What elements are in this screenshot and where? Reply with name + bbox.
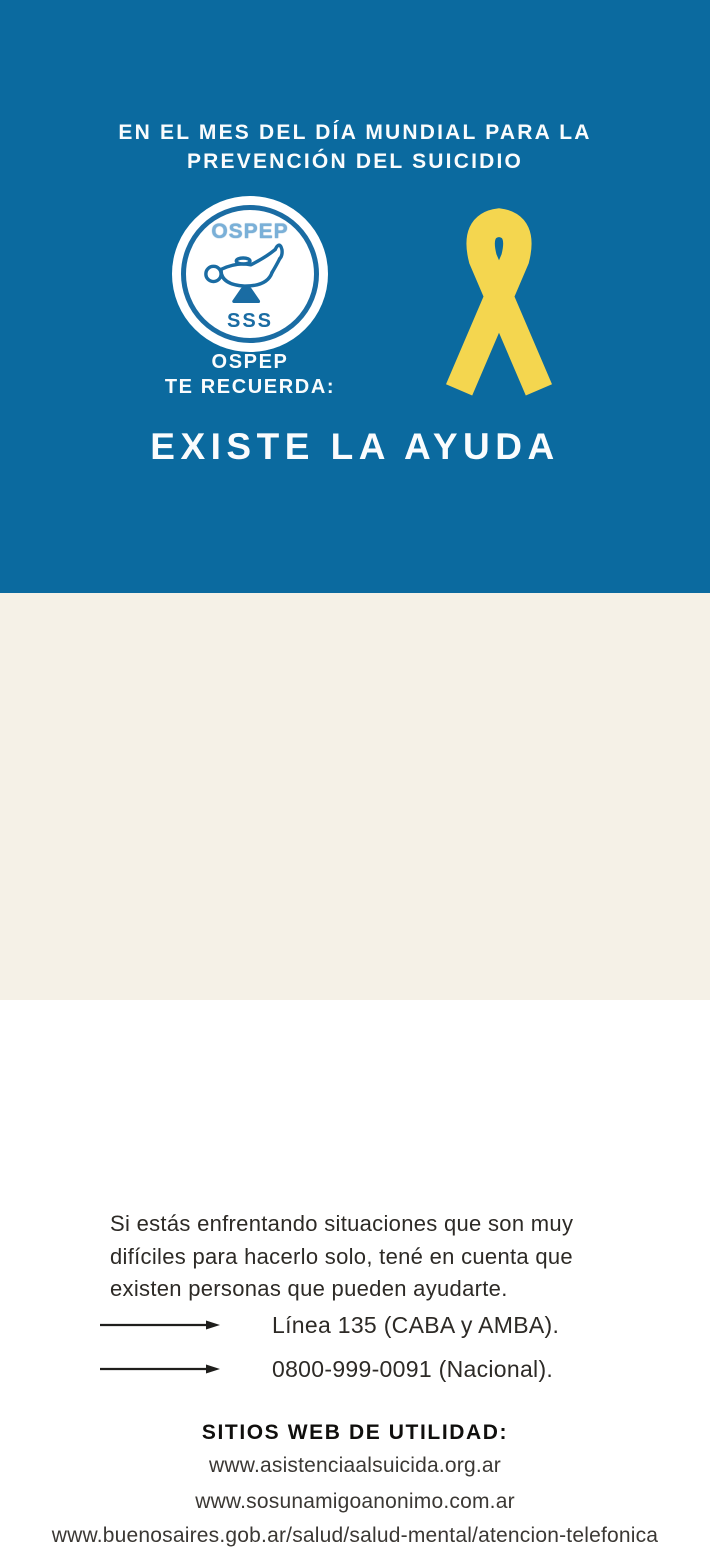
logo-name-text: OSPEP [211, 220, 289, 243]
website-url: www.asistenciaalsuicida.org.ar [209, 1454, 501, 1477]
genie-lamp-icon [188, 242, 312, 312]
helpline-list [100, 1303, 620, 1391]
website-url: www.sosunamigoanonimo.com.ar [195, 1490, 515, 1513]
helpline-row-135 [100, 1303, 620, 1347]
page-title-line1: EN EL MES DEL DÍA MUNDIAL PARA LA [118, 121, 592, 144]
blue-top-section [0, 0, 710, 593]
intro-paragraph: Si estás enfrentando situaciones que son muy difíciles para hacerlo solo, tené en cuenta que existen personas que pueden ayudarte. [110, 1211, 574, 1301]
reminder-line2: TE RECUERDA: [164, 375, 336, 398]
page-title [0, 118, 710, 176]
logo-org-text: SSS [226, 310, 274, 332]
awareness-ribbon-icon [423, 203, 575, 400]
helpline-row-0800 [100, 1347, 620, 1391]
website-url: www.buenosaires.gob.ar/salud/salud-mental/atencion-telefonica [51, 1524, 659, 1547]
ospep-logo [172, 196, 328, 352]
helpline-label: 0800-999-0091 (Nacional). [272, 1355, 554, 1382]
arrow-right-icon [100, 1319, 220, 1331]
helpline-label: Línea 135 (CABA y AMBA). [272, 1311, 560, 1338]
arrow-right-icon [100, 1363, 220, 1375]
reminder-line1: OSPEP [211, 351, 289, 373]
reminder-text [110, 350, 390, 399]
websites-heading: SITIOS WEB DE UTILIDAD: [201, 1421, 509, 1444]
headline: EXISTE LA AYUDA [150, 426, 560, 467]
page-title-line2: PREVENCIÓN DEL SUICIDIO [186, 150, 524, 173]
cream-bottom-section [0, 593, 710, 1547]
